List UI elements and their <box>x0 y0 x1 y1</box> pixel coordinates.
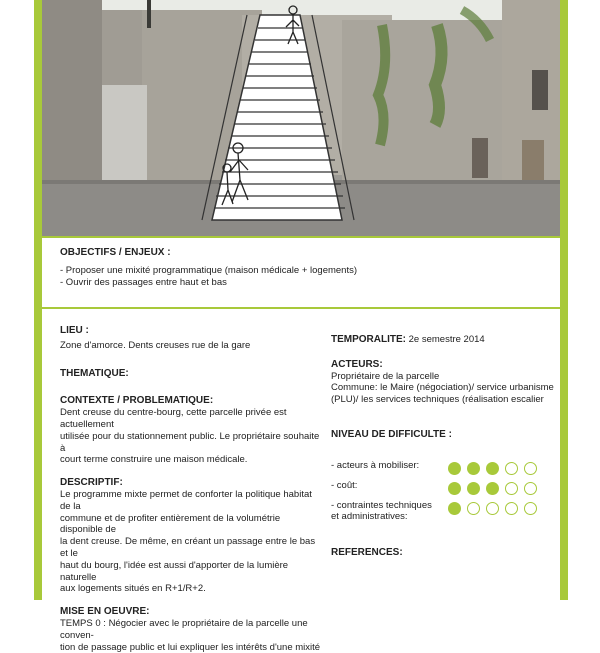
descriptif-line-4: haut du bourg, l'idée est aussi d'apporter de la lumière naturelle <box>60 559 289 583</box>
difficulty-dot-empty <box>524 482 537 495</box>
difficulty-dot-empty <box>505 502 518 515</box>
difficulty-dot-filled <box>467 482 480 495</box>
lieu-title: LIEU : <box>60 325 89 336</box>
difficulte-label-acteurs: - acteurs à mobiliser: <box>331 460 420 471</box>
descriptif-line-5: aux logements situés en R+1/R+2. <box>60 583 206 595</box>
mise-en-oeuvre-title: MISE EN OEUVRE: <box>60 606 150 618</box>
difficulte-label-cout: - coût: <box>331 479 358 491</box>
difficulty-dot-empty <box>505 462 518 475</box>
difficulty-dot-empty <box>467 502 480 515</box>
difficulty-dot-empty <box>524 462 537 475</box>
objectifs-title: OBJECTIFS / ENJEUX : <box>60 247 171 258</box>
difficulty-dot-filled <box>448 502 461 515</box>
temporalite-title: TEMPORALITE: <box>331 334 406 345</box>
difficulte-label-contraintes-2: et administratives: <box>331 511 408 523</box>
acteurs-line-2: Commune: le Maire (négociation)/ service urbanisme <box>331 382 554 394</box>
difficulty-dot-filled <box>448 462 461 475</box>
difficulty-dot-filled <box>448 482 461 495</box>
descriptif-line-2: commune et de profiter entièrement de la volumétrie disponible de <box>60 512 281 536</box>
acteurs-line-1: Propriétaire de la parcelle <box>331 370 440 382</box>
contexte-line-1: Dent creuse du centre-bourg, cette parcelle privée est actuellement <box>60 407 287 430</box>
acteurs-title: ACTEURS: <box>331 358 383 370</box>
difficulte-title: NIVEAU DE DIFFICULTE : <box>331 428 452 440</box>
difficulte-label-contraintes: - contraintes techniques <box>331 499 432 511</box>
contexte-line-3: court terme construire une maison médicale. <box>60 454 248 466</box>
difficulty-dot-filled <box>486 462 499 475</box>
middle-divider <box>42 307 560 309</box>
difficulte-dots-contraintes <box>448 502 543 520</box>
lieu-text: Zone d'amorce. Dents creuses rue de la gare <box>60 339 251 351</box>
objectifs-item-1: - Proposer une mixité programmatique (maison médicale + logements) <box>60 265 358 276</box>
site-photo-with-stair-sketch <box>42 0 560 236</box>
difficulty-dot-filled <box>467 462 480 475</box>
descriptif-title: DESCRIPTIF: <box>60 477 123 489</box>
mise-en-oeuvre-line-1: TEMPS 0 : Négocier avec le propriétaire de la parcelle une conven- <box>60 617 308 641</box>
mise-en-oeuvre-line-2: tion de passage public et lui expliquer les intérêts d'une mixité <box>60 641 321 653</box>
difficulte-dots-acteurs <box>448 462 543 480</box>
contexte-title: CONTEXTE / PROBLEMATIQUE: <box>60 395 214 407</box>
left-margin-frame <box>0 0 42 600</box>
temporalite-value: 2e semestre 2014 <box>408 334 485 345</box>
thematique-title: THEMATIQUE: <box>60 367 129 379</box>
temporalite-row <box>331 334 556 346</box>
difficulty-dot-empty <box>486 502 499 515</box>
difficulty-dot-empty <box>524 502 537 515</box>
right-margin-frame <box>560 0 600 600</box>
objectifs-item-2: - Ouvrir des passages entre haut et bas <box>60 277 227 288</box>
references-title: REFERENCES: <box>331 547 403 558</box>
descriptif-line-1: Le programme mixte permet de conforter la politique habitat de la <box>60 488 312 512</box>
descriptif-line-3: la dent creuse. De même, en créant un passage entre le bas et le <box>60 536 316 559</box>
difficulte-dots-cout <box>448 482 543 500</box>
contexte-line-2: utilisée pour du stationnement public. Le propriétaire souhaite à <box>60 430 320 454</box>
acteurs-line-3: (PLU)/ les services techniques (réalisation escalier <box>331 394 544 406</box>
difficulty-dot-empty <box>505 482 518 495</box>
top-divider <box>42 236 560 238</box>
difficulty-dot-filled <box>486 482 499 495</box>
